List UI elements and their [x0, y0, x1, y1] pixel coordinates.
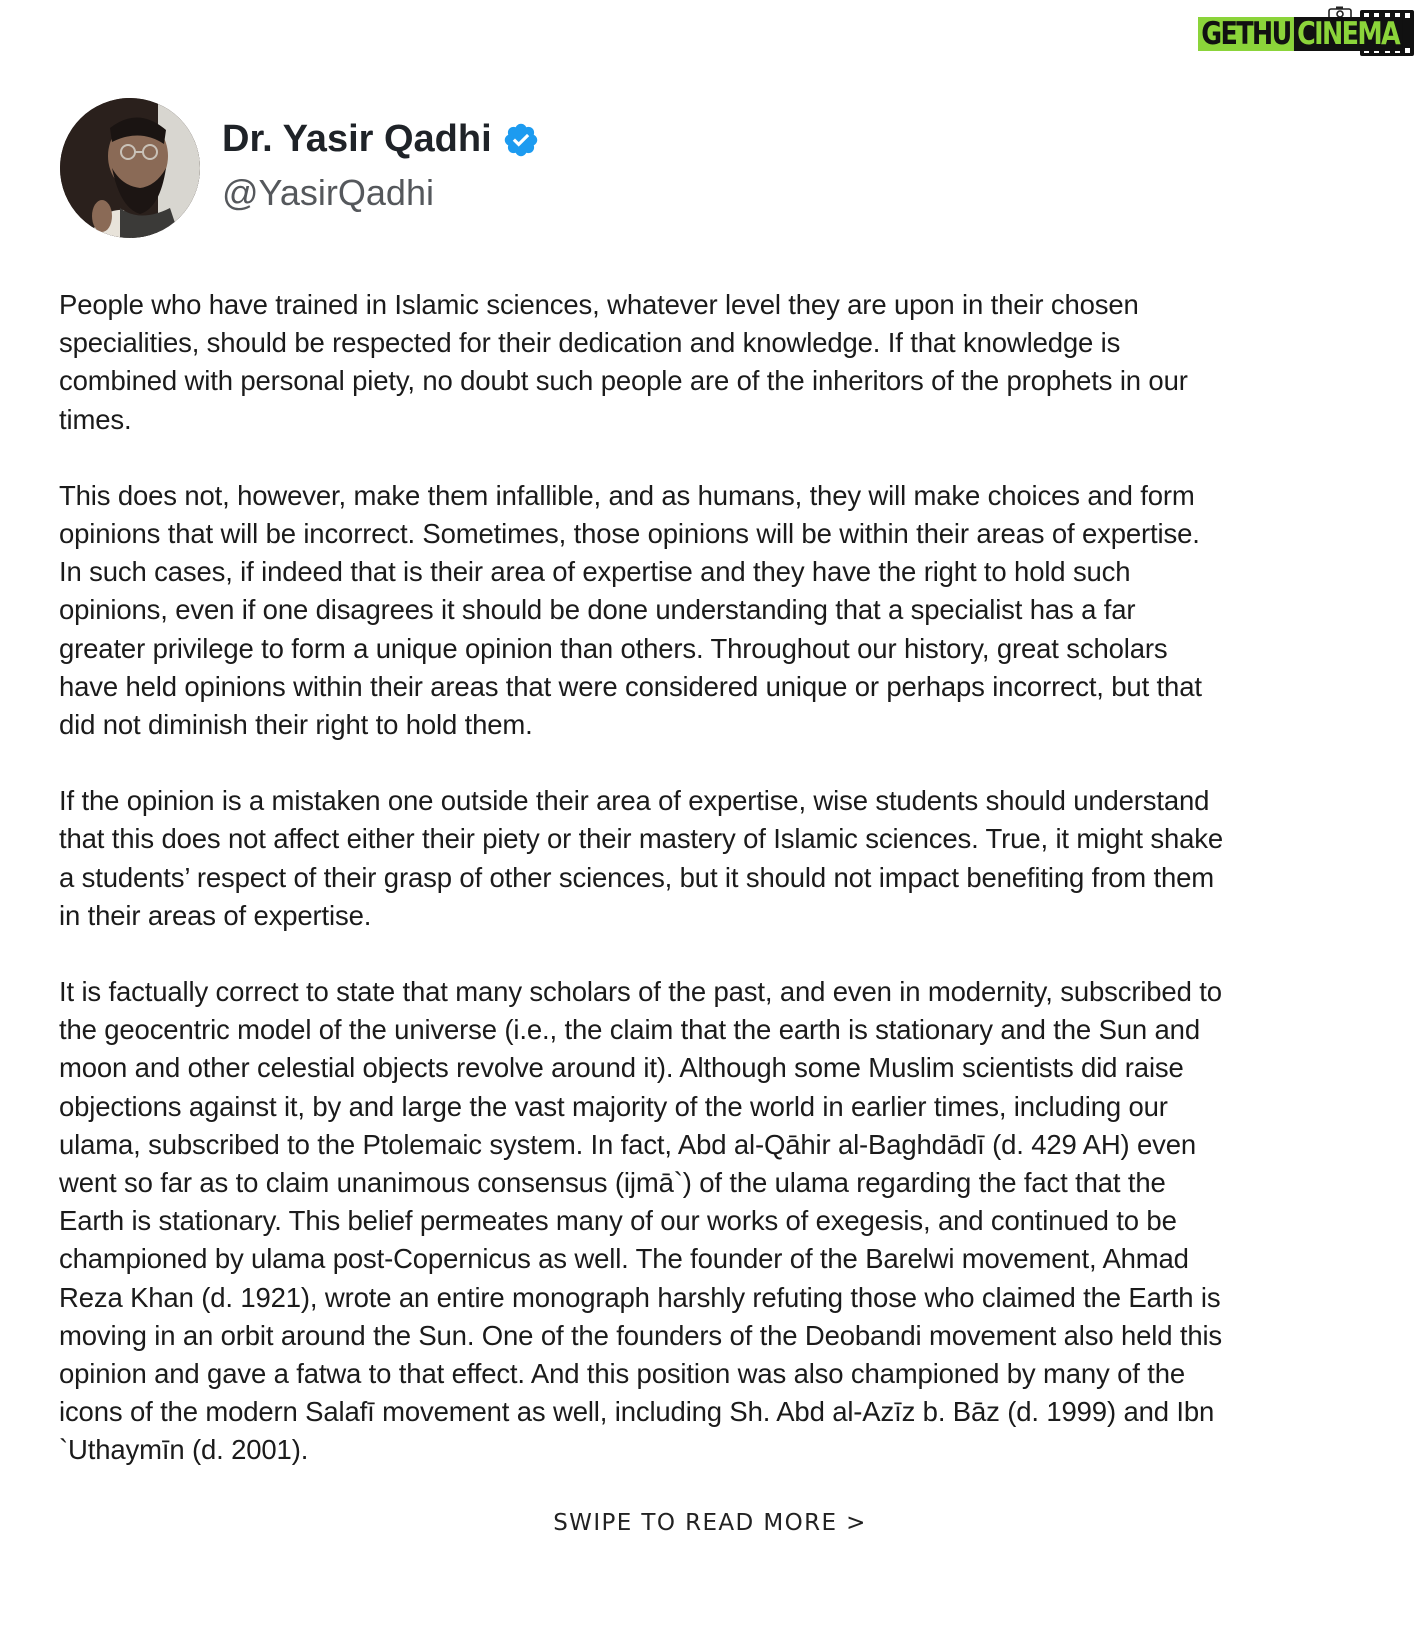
text-line: in their areas of expertise.: [59, 899, 372, 931]
text-line: that this does not affect either their piety or their mastery of Islamic sciences. True, it might shake: [59, 823, 1224, 855]
text-line: It is factually correct to state that many scholars of the past, and even in modernity, subscribed to: [59, 976, 1222, 1008]
author-name-line: [222, 118, 540, 161]
text-line: People who have trained in Islamic sciences, whatever level they are upon in their chosen: [59, 289, 1139, 320]
author-handle[interactable]: @YasirQadhi: [222, 172, 434, 213]
paragraph-3: [59, 782, 1359, 935]
text-line: opinions that will be incorrect. Sometimes, those opinions will be within their areas of expertise.: [59, 518, 1200, 550]
text-line: times.: [59, 403, 132, 435]
text-line: icons of the modern Salafī movement as well, including Sh. Abd al-Azīz b. Bāz (d. 1999) and Ibn: [59, 1396, 1215, 1428]
text-line: Reza Khan (d. 1921), wrote an entire monograph harshly refuting those who claimed the Earth is: [59, 1281, 1221, 1313]
paragraph-2: [59, 477, 1359, 744]
text-line: moving in an orbit around the Sun. One of the founders of the Deobandi movement also held this: [59, 1319, 1223, 1351]
text-line: ulama, subscribed to the Ptolemaic system. In fact, Abd al-Qāhir al-Baghdādī (d. 429 AH) even: [59, 1128, 1197, 1160]
text-line: a students’ respect of their grasp of other sciences, but it should not impact benefiting from them: [59, 861, 1215, 893]
text-line: championed by ulama post-Copernicus as well. The founder of the Barelwi movement, Ahmad: [59, 1243, 1189, 1275]
text-line: opinion and gave a fatwa to that effect. And this position was also championed by many of the: [59, 1358, 1185, 1390]
text-line: objections against it, by and large the vast majority of the world in earlier times, including our: [59, 1090, 1168, 1122]
text-line: opinions, even if one disagrees it should be done understanding that a specialist has a far: [59, 594, 1136, 626]
text-line: `Uthaymīn (d. 2001).: [59, 1434, 309, 1466]
text-line: specialities, should be respected for their dedication and knowledge. If that knowledge is: [59, 327, 1121, 359]
text-line: did not diminish their right to hold them.: [59, 709, 533, 741]
post-body: [59, 286, 1359, 1508]
text-line: have held opinions within their areas that were considered unique or perhaps incorrect, but that: [59, 670, 1202, 702]
paragraph-1: [59, 286, 1359, 439]
avatar-portrait: [60, 98, 200, 238]
text-line: combined with personal piety, no doubt such people are of the inheritors of the prophets in our: [59, 365, 1188, 397]
swipe-to-read-more[interactable]: SWIPE TO READ MORE >: [553, 1510, 867, 1536]
text-line: went so far as to claim unanimous consensus (ijmā`) of the ulama regarding the fact that the: [59, 1167, 1166, 1199]
avatar[interactable]: [60, 98, 200, 238]
watermark-brand-part1: GETHU: [1198, 17, 1294, 51]
paragraph-4: [59, 973, 1359, 1470]
text-line: the geocentric model of the universe (i.e., the claim that the earth is stationary and the Sun and: [59, 1014, 1200, 1046]
text-line: moon and other celestial objects revolve around it). Although some Muslim scientists did raise: [59, 1052, 1184, 1084]
text-line: Earth is stationary. This belief permeates many of our works of exegesis, and continued to be: [59, 1205, 1177, 1237]
watermark-wordmark: [1198, 18, 1402, 50]
watermark-brand-part2: CINEMA: [1294, 17, 1402, 51]
text-line: greater privilege to form a unique opinion than others. Throughout our history, great scholars: [59, 632, 1168, 664]
author-name[interactable]: Dr. Yasir Qadhi: [222, 118, 492, 160]
text-line: This does not, however, make them infallible, and as humans, they will make choices and form: [59, 479, 1195, 511]
watermark-logo: [1198, 6, 1414, 58]
text-line: In such cases, if indeed that is their area of expertise and they have the right to hold such: [59, 556, 1131, 588]
text-line: If the opinion is a mistaken one outside their area of expertise, wise students should understand: [59, 785, 1210, 817]
verified-badge-icon: [502, 121, 540, 159]
